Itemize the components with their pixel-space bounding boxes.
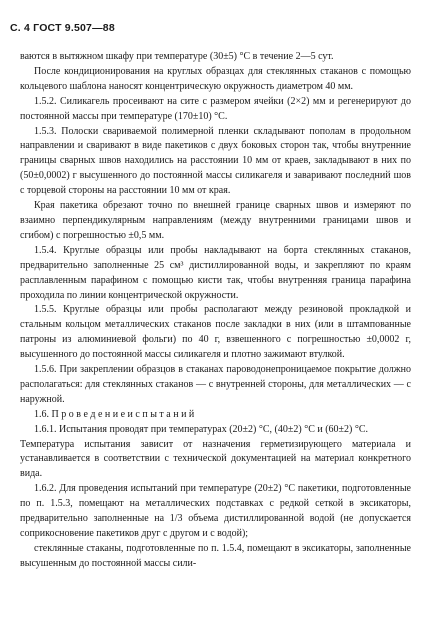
paragraph: 1.5.6. При закреплении образцов в стаканах пароводонепроницаемое покрытие должно располагаться: для стеклянных стаканов — с внутренней стороны, для металлических — с наружной.: [20, 364, 411, 405]
paragraph: 1.5.5. Круглые образцы или пробы располагают между резиновой прокладкой и стальным кольцом металлических стаканов после закладки в них (или в штампованные патроны из алюминиевой фольги) по 40 г, взвешенного с погрешностью ±0,0002 г, высушенного до постоянной массы силикагеля и плотно зажимают втулкой.: [20, 304, 411, 361]
paragraph: Края пакетика обрезают точно по внешней границе сварных швов и измеряют по взаимно перпендикулярным направлениям (между внутренними границами швов и сгибом) с погрешностью ±0,5 мм.: [20, 200, 411, 241]
paragraph: 1.5.4. Круглые образцы или пробы накладывают на борта стеклянных стаканов, предварительно заполненные 25 см³ дистиллированной воды, и закрепляют по краям расплавленным парафином с помощью кисти так, чтобы внутренняя граница парафина проходила по линии концентрической окружности.: [20, 244, 411, 301]
paragraph: 1.5.3. Полоски свариваемой полимерной пленки складывают пополам в продольном направлении и сваривают в виде пакетиков с двух боковых сторон так, чтобы внутренние границы сварных швов находились на расстоянии 10 мм от краев, закладывают в них по (50±0,0002) г высушенного до постоянной массы силикагеля и заваривают последний шов с торцевой стороны на расстоянии 10 мм от края.: [20, 125, 411, 197]
paragraph: стеклянные стаканы, подготовленные по п. 1.5.4, помещают в эксикаторы, заполненные высушенным до постоянной массы сили-: [20, 542, 411, 569]
paragraph: 1.5.2. Силикагель просеивают на сите с размером ячейки (2×2) мм и регенерируют до постоянной массы при температуре (170±10) °С.: [20, 95, 411, 122]
paragraph: После кондиционирования на круглых образцах для стеклянных стаканов с помощью кольцевого шаблона наносят концентрическую окружность диаметром 40 мм.: [20, 65, 411, 92]
page-header: С. 4 ГОСТ 9.507—88: [10, 22, 115, 34]
paragraph: 1.6.1. Испытания проводят при температурах (20±2) °С, (40±2) °С и (60±2) °С.: [34, 423, 369, 435]
paragraph: ваются в вытяжном шкафу при температуре (30±5) °С в течение 2—5 сут.: [20, 51, 334, 62]
paragraph: Температура испытания зависит от назначения герметизирующего материала и устанавливается в соответствии с технической документацией на материал конкретного вида.: [20, 438, 411, 480]
paragraph: 1.6.2. Для проведения испытаний при температуре (20±2) °С пакетики, подготовленные по п. 1.5.3, помещают на металлических подставках с редкой сеткой в эксикаторы, предварительно заполненные на 1/3 объема дистиллированной водой (не допускается соприкосновение пакетиков друг с другом и с водой);: [20, 483, 411, 539]
document-body: [20, 50, 411, 572]
section-heading: 1.6. П р о в е д е н и е и с п ы т а н и й: [34, 408, 195, 420]
